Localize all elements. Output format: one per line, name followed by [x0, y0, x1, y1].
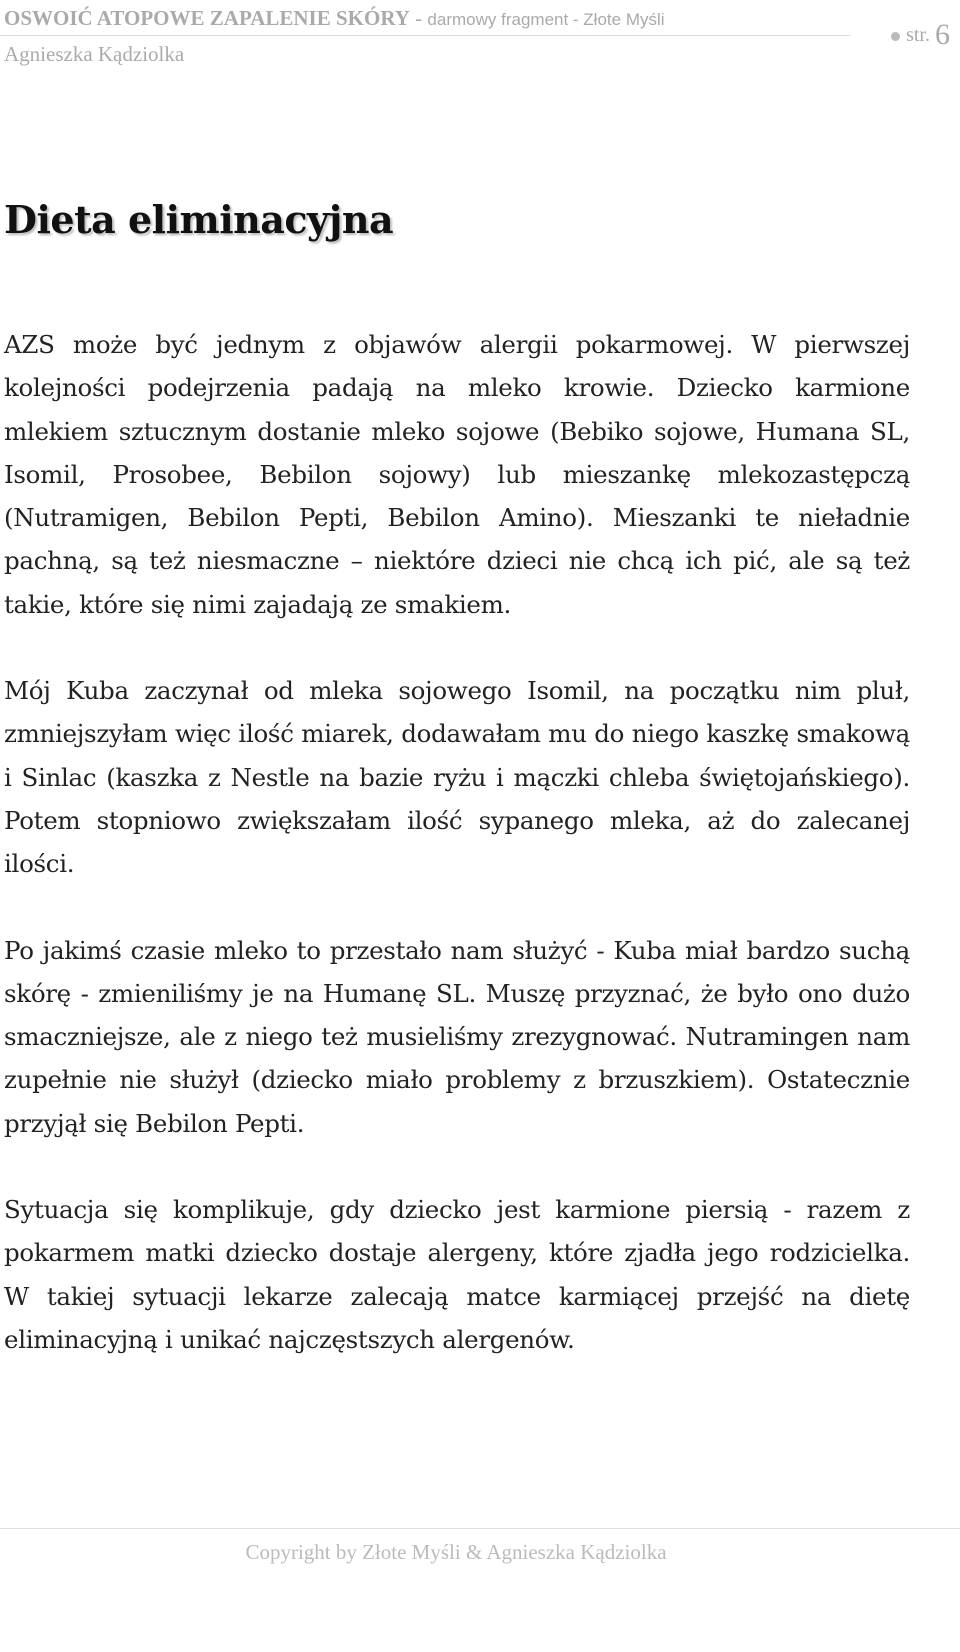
paragraph: Mój Kuba zaczynał od mleka sojowego Isomil, na początku nim pluł, zmniejszyłam więc ilość miarek, dodawałam mu do niego kaszkę smakową i Sinlac (kaszka z Nestle na bazie ryżu i mączki chleba świętojańskiego). Potem stopniowo zwiększałam ilość sypanego mleka, aż do zalecanej ilości. — [4, 676, 910, 879]
footer-divider — [0, 1528, 960, 1529]
article-body — [4, 323, 910, 1404]
page-header — [0, 0, 960, 80]
bullet-icon — [891, 32, 900, 41]
paragraph: Po jakimś czasie mleko to przestało nam służyć - Kuba miał bardzo suchą skórę - zmieniliśmy je na Humanę SL. Muszę przyznać, że było ono dużo smaczniejsze, ale z niego też musieliśmy zrezygnować. Nutramingen nam zupełnie nie służył (dziecko miało problemy z brzuszkiem). Ostatecznie przyjął się Bebilon Pepti. — [4, 935, 910, 1138]
page-number — [891, 18, 950, 52]
paragraph: AZS może być jednym z objawów alergii pokarmowej. W pierwszej kolejności podejrzenia padają na mleko krowie. Dziecko karmione mlekiem sztucznym dostanie mleko sojowe (Bebiko sojowe, Humana SL, Isomil, Prosobee, Bebilon sojowy) lub mieszankę mlekozastępczą (Nutramigen, Bebilon Pepti, Bebilon Amino). Mieszanki te nieładnie pachną, są też niesmaczne – niektóre dzieci nie chcą ich pić, ale są też takie, które się nimi zajadają ze smakiem. — [4, 330, 910, 619]
header-divider — [0, 35, 850, 36]
book-title: OSWOIĆ ATOPOWE ZAPALENIE SKÓRY — [4, 6, 410, 30]
page-number-value: 6 — [935, 18, 950, 51]
title-separator: - — [409, 6, 428, 30]
copyright-footer: Copyright by Złote Myśli & Agnieszka Kądziolka — [245, 1540, 667, 1564]
document-title — [4, 6, 665, 31]
paragraph: Sytuacja się komplikuje, gdy dziecko jest karmione piersią - razem z pokarmem matki dziecko dostaje alergeny, które zjadła jego rodzicielka. W takiej sytuacji lekarze zalecają matce karmiącej przejść na dietę eliminacyjną i unikać najczęstszych alergenów. — [4, 1195, 910, 1354]
author-name: Agnieszka Kądziolka — [4, 42, 185, 66]
page-label: str. — [906, 24, 930, 46]
book-subtitle: darmowy fragment - Złote Myśli — [427, 10, 665, 29]
page-title: Dieta eliminacyjna — [4, 197, 394, 242]
